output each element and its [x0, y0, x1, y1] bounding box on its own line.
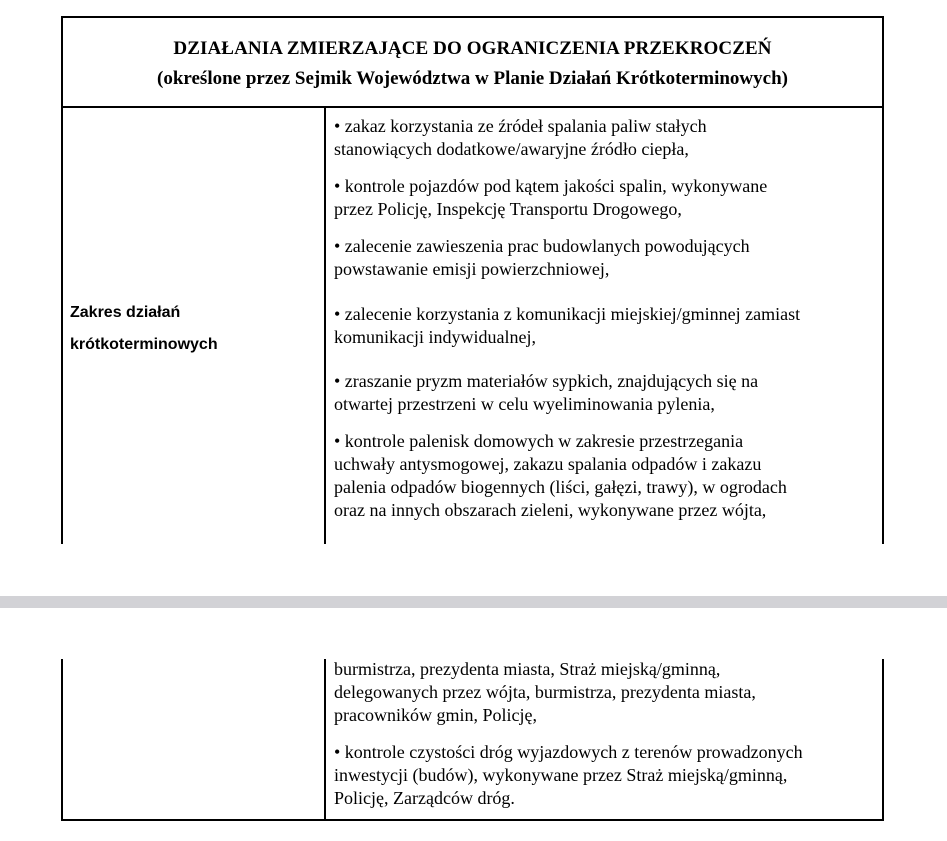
table-border-left [61, 659, 63, 821]
document-page-2 [0, 608, 947, 841]
table-border-left [61, 106, 63, 544]
table-title: DZIAŁANIA ZMIERZAJĄCE DO OGRANICZENIA PRZEKROCZEŃ [173, 38, 772, 59]
table-column-divider [324, 106, 326, 544]
list-item: • zraszanie pryzm materiałów sypkich, znajdujących się na otwartej przestrzeni w celu wyeliminowania pylenia, [334, 371, 759, 414]
table-header [61, 16, 884, 108]
list-item: • zalecenie zawieszenia prac budowlanych powodujących powstawanie emisji powierzchniowej, [334, 236, 750, 279]
table-subtitle: (określone przez Sejmik Województwa w Planie Działań Krótkoterminowych) [157, 68, 788, 89]
row-label-line: krótkoterminowych [70, 336, 218, 353]
table-column-divider [324, 659, 326, 821]
table-border-bottom [61, 819, 884, 821]
list-item: • kontrole pojazdów pod kątem jakości spalin, wykonywane przez Policję, Inspekcję Transportu Drogowego, [334, 176, 768, 219]
page-separator [0, 596, 947, 608]
list-item: • zakaz korzystania ze źródeł spalania paliw stałych stanowiących dodatkowe/awaryjne źródło ciepła, [334, 116, 707, 159]
list-item-continuation: burmistrza, prezydenta miasta, Straż miejską/gminną, delegowanych przez wójta, burmistrza, prezydenta miasta, pracowników gmin, Policję, [334, 659, 756, 725]
table-border-right [882, 659, 884, 821]
list-item: • kontrole palenisk domowych w zakresie przestrzegania uchwały antysmogowej, zakazu spalania odpadów i zakazu palenia odpadów biogennych (liści, gałęzi, trawy), w ogrodach oraz na innych obszarach zieleni, wykonywane przez wójta, [334, 431, 787, 520]
list-item: • kontrole czystości dróg wyjazdowych z terenów prowadzonych inwestycji (budów), wykonywane przez Straż miejską/gminną, Policję, Zarządców dróg. [334, 742, 803, 808]
table-border-right [882, 106, 884, 544]
row-label-line: Zakres działań [70, 304, 181, 321]
row-label [70, 297, 218, 361]
list-item: • zalecenie korzystania z komunikacji miejskiej/gminnej zamiast komunikacji indywidualnej, [334, 304, 801, 347]
